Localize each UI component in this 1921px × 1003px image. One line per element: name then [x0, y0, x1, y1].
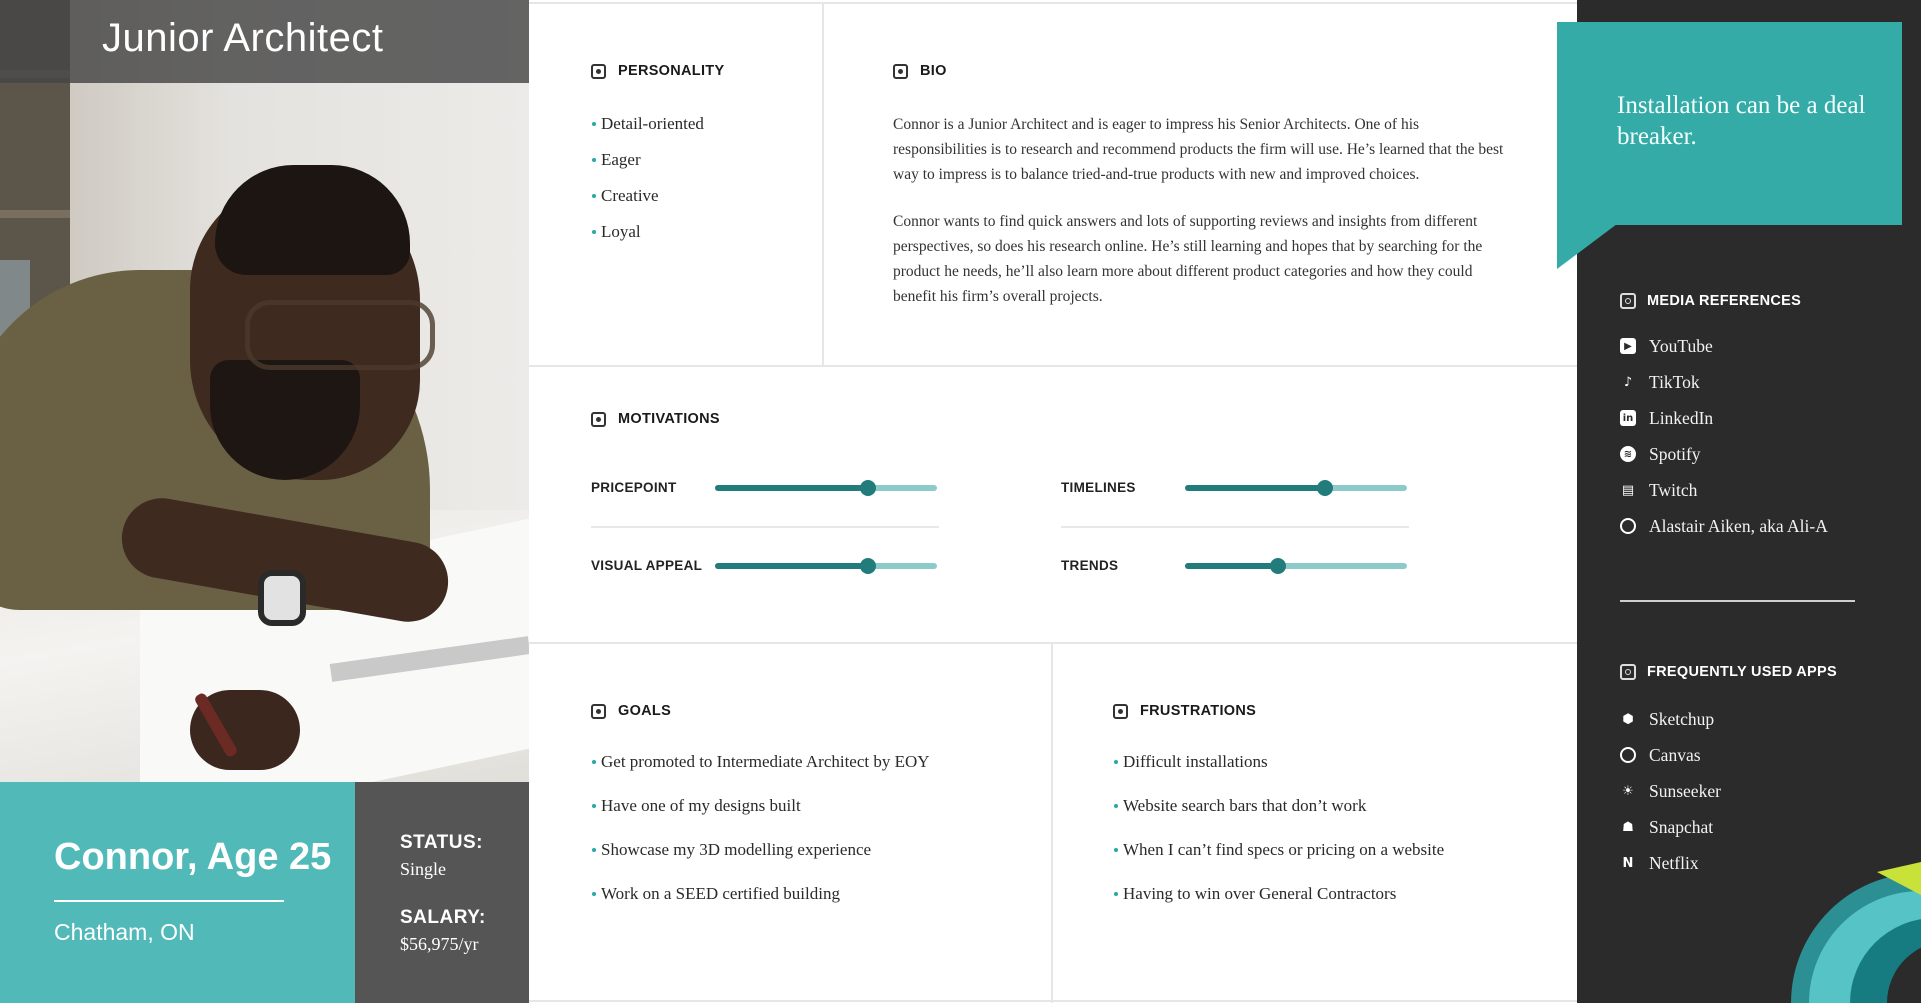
media-label: LinkedIn	[1649, 407, 1714, 428]
slider-trends[interactable]	[1185, 563, 1407, 569]
media-item-spotify	[1620, 436, 1828, 472]
role-title-bar	[0, 0, 529, 83]
frustrations-header	[1113, 703, 1256, 719]
bio-paragraph: Connor wants to find quick answers and lots of supporting reviews and insights from different perspectives, so does his research online. He’s still learning and hopes that by searching for the product he needs, he’ll also learn more about different product categories and how they could benefit his firm’s overall projects.	[893, 213, 1483, 305]
app-item-netflix	[1620, 845, 1721, 881]
slider-fill	[1185, 485, 1325, 491]
media-label: TikTok	[1649, 371, 1700, 392]
personality-item: Creative	[592, 186, 704, 222]
goal-item: Work on a SEED certified building	[592, 884, 930, 928]
bio-header	[893, 63, 947, 79]
motivations-title: MOTIVATIONS	[618, 411, 720, 427]
status-value: Single	[400, 859, 447, 879]
goal-item: Showcase my 3D modelling experience	[592, 840, 930, 884]
bottom-border	[529, 1000, 1577, 1002]
personality-header	[591, 63, 724, 79]
sunseeker-icon: ☀	[1622, 783, 1634, 799]
pencil-square-icon	[893, 64, 908, 79]
status-salary-box	[355, 782, 529, 1003]
frequently-used-apps-title: FREQUENTLY USED APPS	[1647, 664, 1837, 680]
slider-divider	[1061, 526, 1409, 528]
bio-title: BIO	[920, 63, 947, 79]
identity-box	[0, 782, 355, 1003]
personality-item: Eager	[592, 150, 704, 186]
slider-label-timelines: TIMELINES	[1061, 480, 1136, 495]
media-item-youtube	[1620, 328, 1828, 364]
app-store-square-icon	[1620, 664, 1636, 680]
canvas-icon	[1620, 747, 1636, 763]
right-column-divider	[1620, 600, 1855, 602]
row-divider-1	[529, 365, 1577, 367]
slider-knob[interactable]	[1317, 480, 1333, 496]
role-title: Junior Architect	[102, 16, 384, 60]
personality-item: Detail-oriented	[592, 114, 704, 150]
flag-square-icon	[591, 704, 606, 719]
snapchat-icon: ☗	[1622, 819, 1634, 835]
slider-pricepoint[interactable]	[715, 485, 937, 491]
motivations-header	[591, 411, 720, 427]
frustration-item: Difficult installations	[1114, 752, 1444, 796]
star-square-icon	[591, 412, 606, 427]
app-label: Canvas	[1649, 744, 1701, 765]
top-border	[529, 2, 1577, 4]
salary-value: $56,975/yr	[400, 934, 479, 954]
media-item-linkedin	[1620, 400, 1828, 436]
goals-list	[592, 752, 930, 928]
goals-frustrations-divider	[1051, 642, 1053, 1003]
frustration-item: When I can’t find specs or pricing on a website	[1114, 840, 1444, 884]
podcast-square-icon	[1620, 293, 1636, 309]
frequently-used-apps-header	[1620, 664, 1837, 680]
person-badge-icon	[591, 64, 606, 79]
slider-label-trends: TRENDS	[1061, 558, 1119, 573]
app-item-snapchat	[1620, 809, 1721, 845]
tiktok-icon: ♪	[1623, 374, 1633, 390]
goal-item: Get promoted to Intermediate Architect by EOY	[592, 752, 930, 796]
bio-text	[893, 112, 1505, 331]
media-label: YouTube	[1649, 335, 1713, 356]
app-label: Sunseeker	[1649, 780, 1721, 801]
slider-knob[interactable]	[860, 480, 876, 496]
frustration-item: Having to win over General Contractors	[1114, 884, 1444, 928]
media-item-tiktok	[1620, 364, 1828, 400]
status-label: STATUS:	[400, 832, 484, 853]
app-label: Sketchup	[1649, 708, 1715, 729]
app-label: Netflix	[1649, 852, 1699, 873]
quote-bubble-tail	[1557, 224, 1617, 269]
personality-title: PERSONALITY	[618, 63, 725, 79]
x-square-icon	[1113, 704, 1128, 719]
apps-list	[1620, 701, 1721, 881]
slider-knob[interactable]	[860, 558, 876, 574]
slider-fill	[715, 485, 868, 491]
sketchup-icon: ⬢	[1622, 711, 1634, 727]
row-divider-2	[529, 642, 1577, 644]
photo-watch	[258, 570, 306, 626]
slider-timelines[interactable]	[1185, 485, 1407, 491]
media-references-list	[1620, 328, 1828, 544]
media-references-header	[1620, 293, 1801, 309]
youtube-icon: ▶	[1620, 338, 1636, 354]
slider-fill	[715, 563, 868, 569]
app-item-sketchup	[1620, 701, 1721, 737]
slider-label-visual-appeal: VISUAL APPEAL	[591, 558, 703, 573]
persona-location: Chatham, ON	[54, 919, 195, 945]
app-label: Snapchat	[1649, 816, 1714, 837]
twitch-icon: ▤	[1621, 482, 1635, 498]
slider-visual-appeal[interactable]	[715, 563, 937, 569]
media-item-twitch	[1620, 472, 1828, 508]
media-references-title: MEDIA REFERENCES	[1647, 293, 1802, 309]
media-label: Alastair Aiken, aka Ali-A	[1649, 515, 1828, 536]
frustrations-list	[1114, 752, 1444, 928]
personality-list	[592, 114, 704, 258]
influencer-icon	[1620, 518, 1636, 534]
photo-shelf	[0, 210, 70, 218]
persona-name-age: Connor, Age 25	[54, 836, 332, 878]
spotify-icon: ≋	[1620, 446, 1636, 462]
salary-label: SALARY:	[400, 907, 486, 928]
personality-item: Loyal	[592, 222, 704, 258]
identity-divider	[54, 900, 284, 902]
slider-label-pricepoint: PRICEPOINT	[591, 480, 677, 495]
linkedin-icon: in	[1620, 410, 1636, 426]
photo-hair	[215, 165, 410, 275]
left-photo-column	[0, 0, 529, 1003]
media-label: Spotify	[1649, 443, 1701, 464]
slider-fill	[1185, 563, 1278, 569]
bio-paragraph: Connor is a Junior Architect and is eager to impress his Senior Architects. One of his responsibilities is to research and recommend products the firm will use. He’s learned that the best way to impress is to balance tried-and-true products with new and improved choices.	[893, 116, 1504, 183]
slider-knob[interactable]	[1270, 558, 1286, 574]
quote-bubble	[1557, 22, 1902, 225]
app-item-canvas	[1620, 737, 1721, 773]
persona-photo	[0, 0, 529, 782]
media-label: Twitch	[1649, 479, 1698, 500]
quote-text: Installation can be a deal breaker.	[1617, 92, 1866, 150]
slider-divider	[591, 526, 939, 528]
frustration-item: Website search bars that don’t work	[1114, 796, 1444, 840]
frustrations-title: FRUSTRATIONS	[1140, 703, 1257, 719]
app-item-sunseeker	[1620, 773, 1721, 809]
media-item-influencer	[1620, 508, 1828, 544]
netflix-icon: N	[1622, 855, 1634, 871]
photo-glasses	[245, 300, 435, 370]
goals-title: GOALS	[618, 703, 672, 719]
goals-header	[591, 703, 671, 719]
personality-bio-divider	[822, 2, 824, 367]
goal-item: Have one of my designs built	[592, 796, 930, 840]
